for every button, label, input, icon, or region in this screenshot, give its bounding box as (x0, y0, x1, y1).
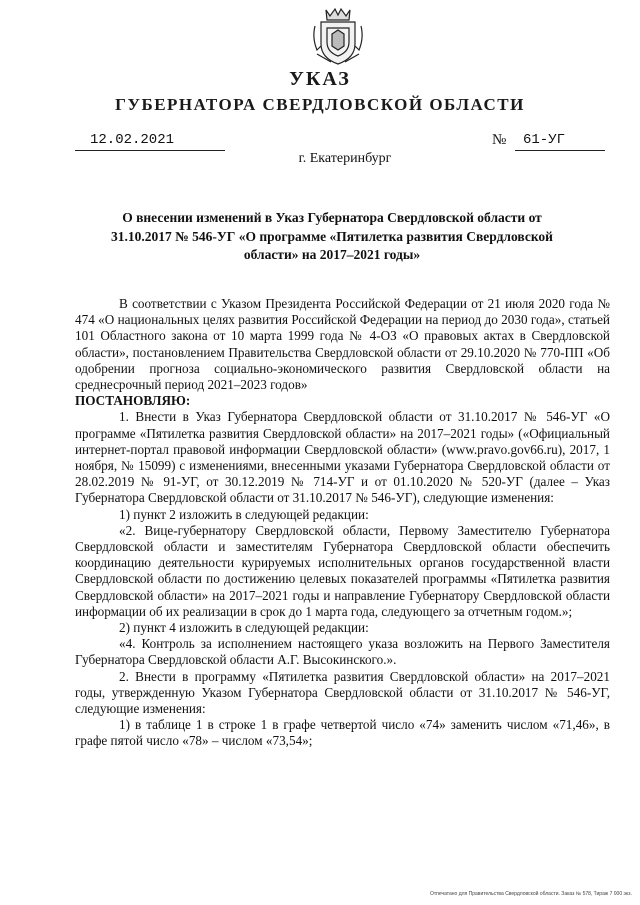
decree-date: 12.02.2021 (90, 132, 175, 148)
clause-paragraph: «2. Вице-губернатору Свердловской области, Первому Заместителю Губернатора Свердловской области и заместителям Губернатора Свердловской области обеспечить координацию деятельности курируемых исполнительных органов государственной власти Свердловской области по достижению целевых показателей программы «Пятилетка развития Свердловской области» на 2017–2021 годы и направление Губернатору Свердловской области информации об их реализации в срок до 1 марта года, следующего за отчетным годом.»; (75, 522, 610, 619)
number-sign: № (492, 132, 507, 148)
clause-paragraph: «4. Контроль за исполнением настоящего указа возложить на Первого Заместителя Губернатора Свердловской области А.Г. Высокинского.». (75, 636, 610, 668)
clause-paragraph: 1) в таблице 1 в строке 1 в графе четвертой число «74» заменить числом «71,46», в графе пятой число «78» – числом «73,54»; (75, 717, 610, 749)
clause-paragraph: 1) пункт 2 изложить в следующей редакции: (119, 506, 369, 522)
clause-paragraph: 1. Внести в Указ Губернатора Свердловской области от 31.10.2017 № 546-УГ «О программе «Пятилетка развития Свердловской области» на 2017–2021 годы» («Официальный интернет-портал правовой информации Свердловской области» (www.pravo.gov66.ru), 2017, 1 ноября, № 15099) с изменениями, внесенными указами Губернатора Свердловской области от 28.02.2019 № 91-УГ, от 30.12.2019 № 714-УГ и от 01.10.2020 № 520-УГ (далее – Указ Губернатора Свердловской области от 31.10.2017 № 546-УГ), следующие изменения: (75, 409, 610, 506)
print-imprint: Отпечатано для Правительства Свердловской области. Заказ № 578, Тираж 7 000 экз. (430, 891, 632, 897)
document-heading: О внесении изменений в Указ Губернатора Свердловской области от 31.10.2017 № 546-УГ «О программе «Пятилетка развития Свердловской области» на 2017–2021 годы» (111, 210, 553, 262)
decree-number: 61-УГ (523, 132, 566, 148)
clause-paragraph: 2. Внести в программу «Пятилетка развития Свердловской области» на 2017–2021 годы, утвержденную Указом Губернатора Свердловской области от 31.10.2017 № 546-УГ, следующие изменения: (75, 668, 610, 717)
preamble-paragraph: В соответствии с Указом Президента Российской Федерации от 21 июля 2020 года № 474 «О национальных целях развития Российской Федерации на период до 2030 года», статьей 101 Областного закона от 10 марта 1999 года № 4-ОЗ «О правовых актах в Свердловской области», постановлением Правительства Свердловской области от 29.10.2020 № 770-ПП «Об одобрении прогноза социально-экономического развития Свердловской области на среднесрочный период 2021–2023 годов» (75, 296, 610, 393)
decree-authority: ГУБЕРНАТОРА СВЕРДЛОВСКОЙ ОБЛАСТИ (115, 95, 525, 114)
city: г. Екатеринбург (298, 151, 392, 166)
coat-of-arms-emblem (309, 6, 367, 66)
resolve-label: ПОСТАНОВЛЯЮ: (75, 393, 191, 409)
clause-paragraph: 2) пункт 4 изложить в следующей редакции: (119, 620, 369, 636)
document-body (75, 296, 610, 750)
decree-title: УКАЗ (289, 68, 351, 90)
